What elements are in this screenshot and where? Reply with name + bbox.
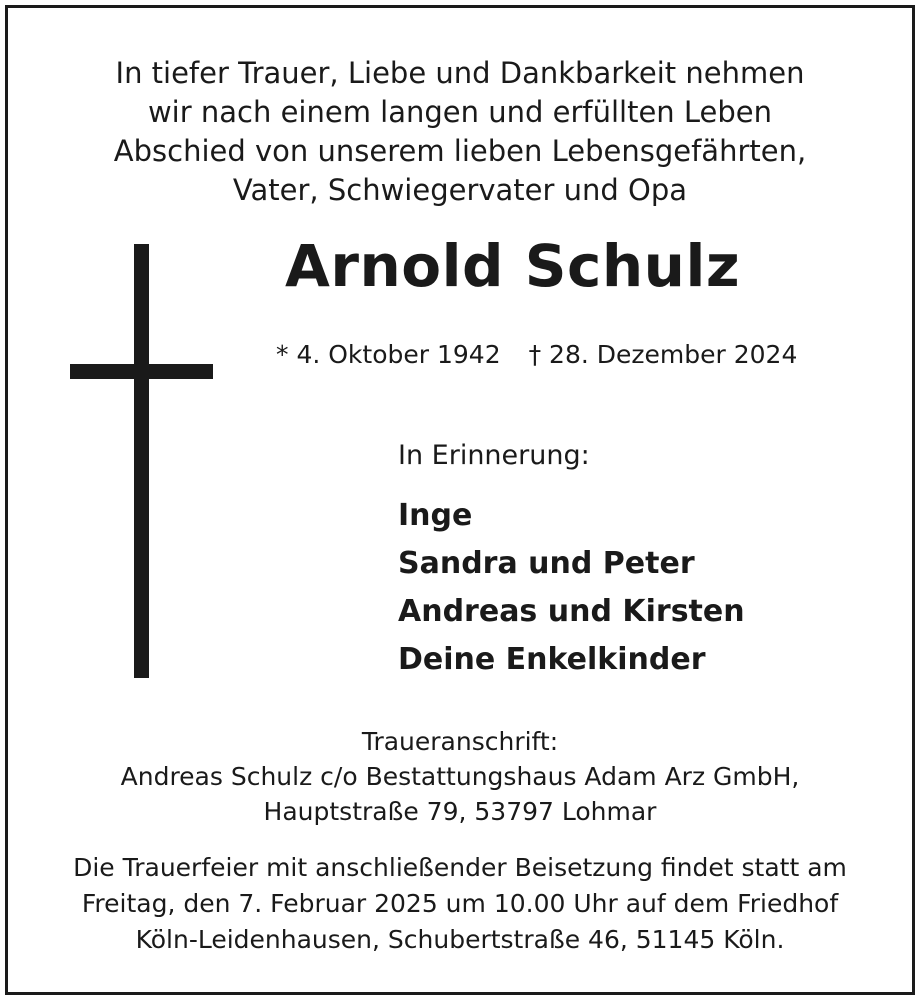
intro-line: Abschied von unserem lieben Lebensgefährten, (113, 134, 807, 168)
deceased-name: Arnold Schulz (285, 232, 741, 300)
death-date: † 28. Dezember 2024 (528, 340, 798, 369)
mourning-address (0, 724, 920, 829)
mourner-name: Deine Enkelkinder (398, 642, 706, 677)
address-line: Traueranschrift: (361, 727, 559, 756)
address-line: Hauptstraße 79, 53797 Lohmar (263, 797, 657, 826)
intro-line: In tiefer Trauer, Liebe und Dankbarkeit nehmen (115, 56, 805, 90)
mourner-name: Inge (398, 498, 473, 533)
cross-icon (134, 244, 149, 678)
memory-label: In Erinnerung: (398, 440, 590, 471)
life-dates (276, 340, 797, 369)
intro-text (0, 54, 920, 210)
address-line: Andreas Schulz c/o Bestattungshaus Adam Arz GmbH, (120, 762, 800, 791)
ceremony-line: Köln-Leidenhausen, Schubertstraße 46, 51145 Köln. (135, 925, 785, 954)
ceremony-line: Freitag, den 7. Februar 2025 um 10.00 Uhr auf dem Friedhof (81, 889, 839, 918)
intro-line: Vater, Schwiegervater und Opa (232, 173, 688, 207)
intro-line: wir nach einem langen und erfüllten Leben (147, 95, 773, 129)
mourners-list (398, 492, 745, 684)
ceremony-line: Die Trauerfeier mit anschließender Beisetzung findet statt am (73, 853, 847, 882)
mourner-name: Andreas und Kirsten (398, 594, 745, 629)
ceremony-info (0, 850, 920, 958)
cross-icon-bar (70, 364, 213, 379)
birth-date: * 4. Oktober 1942 (276, 340, 501, 369)
mourner-name: Sandra und Peter (398, 546, 695, 581)
